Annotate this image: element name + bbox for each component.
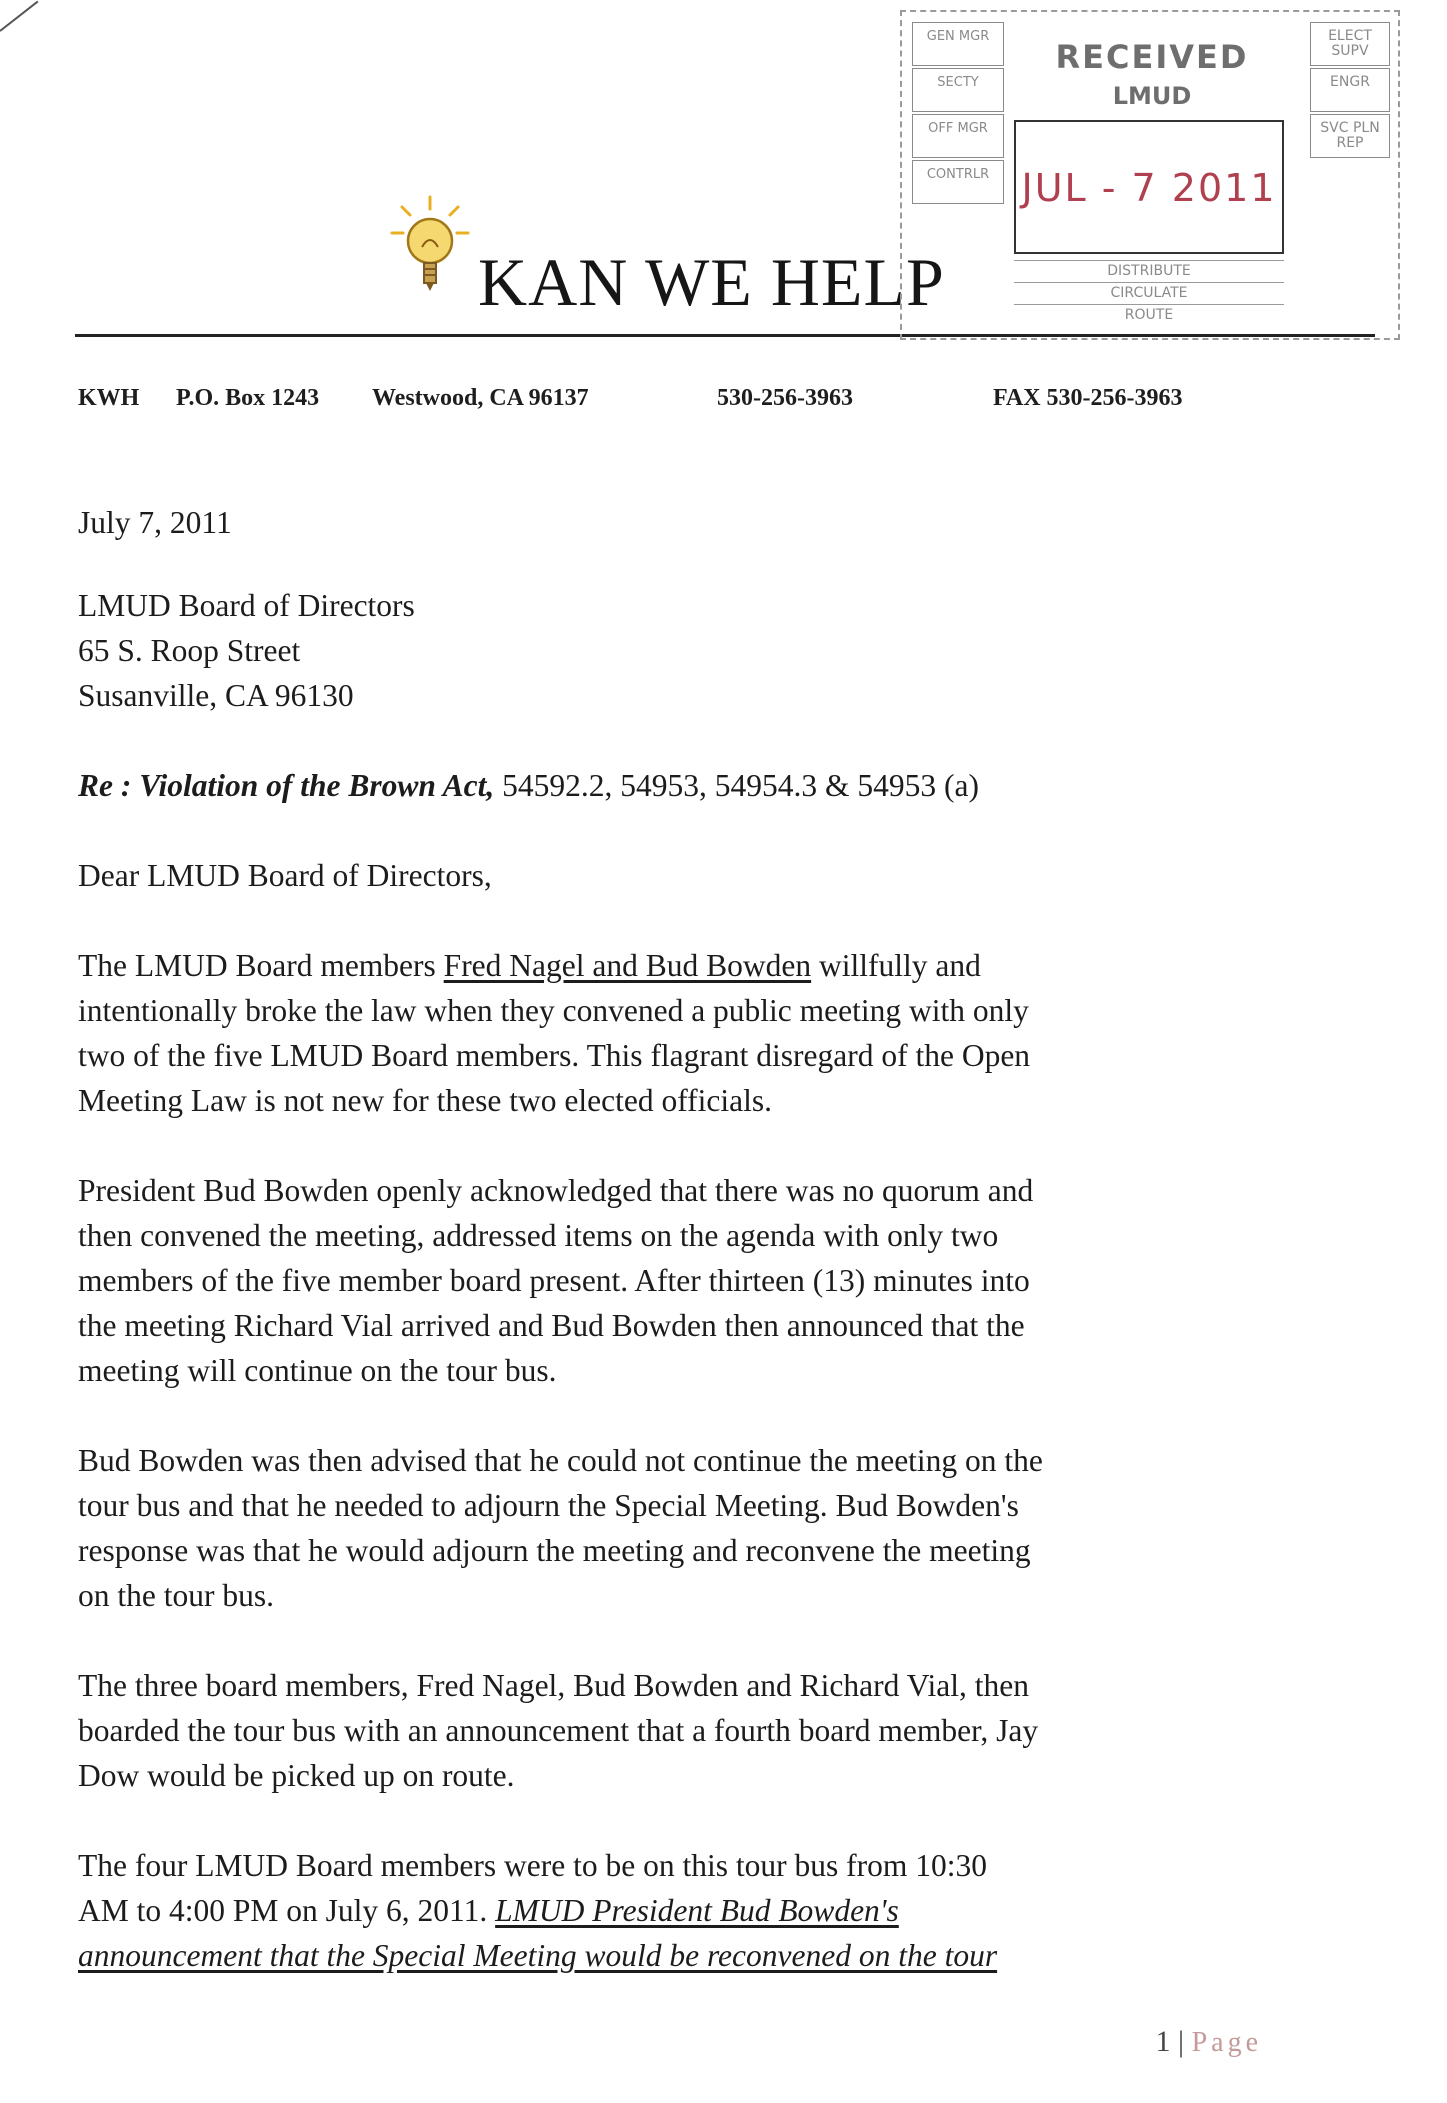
paragraph-line: Dow would be picked up on route. bbox=[78, 1758, 515, 1793]
page-word: Page bbox=[1191, 2027, 1262, 2058]
stamp-box: OFF MGR bbox=[912, 114, 1004, 158]
paragraph-2 bbox=[78, 1168, 1033, 1393]
stamp-date: JUL - 7 2011 bbox=[1021, 166, 1277, 210]
stamp-box: SECTY bbox=[912, 68, 1004, 112]
subject-line bbox=[78, 763, 979, 808]
stamp-right-column bbox=[1310, 22, 1390, 160]
paragraph-line: the meeting Richard Vial arrived and Bud Bowden then announced that the bbox=[78, 1308, 1025, 1343]
stamp-title: RECEIVED bbox=[1055, 38, 1249, 76]
stamp-box: ELECT SUPV bbox=[1310, 22, 1390, 66]
fax-number: FAX 530-256-3963 bbox=[993, 385, 1183, 411]
paragraph-line: Bud Bowden was then advised that he could not continue the meeting on the bbox=[78, 1443, 1043, 1478]
stamp-footer-item: ROUTE bbox=[1014, 304, 1284, 325]
emphasized-text: LMUD President Bud Bowden's bbox=[495, 1893, 899, 1928]
paragraph-line bbox=[78, 1933, 997, 1978]
subject-codes: 54592.2, 54953, 54954.3 & 54953 (a) bbox=[494, 768, 979, 803]
underlined-names: Fred Nagel and Bud Bowden bbox=[443, 948, 812, 983]
paragraph-line: President Bud Bowden openly acknowledged that there was no quorum and bbox=[78, 1173, 1034, 1208]
paragraph-5 bbox=[78, 1843, 997, 1978]
page-footer bbox=[1156, 2025, 1262, 2059]
org-name: KAN WE HELP bbox=[478, 244, 945, 320]
paragraph-line: The four LMUD Board members were to be on this tour bus from 10:30 bbox=[78, 1848, 987, 1883]
page-separator: | bbox=[1170, 2025, 1192, 2058]
po-box: P.O. Box 1243 bbox=[176, 385, 320, 411]
paragraph-line: meeting will continue on the tour bus. bbox=[78, 1353, 557, 1388]
recipient-address bbox=[78, 583, 415, 718]
stamp-box: CONTRLR bbox=[912, 160, 1004, 204]
text-span: willfully and bbox=[811, 948, 981, 983]
stamp-left-column bbox=[912, 22, 1004, 206]
text-span: The LMUD Board members bbox=[78, 948, 444, 983]
received-stamp bbox=[900, 10, 1400, 340]
paragraph-line: then convened the meeting, addressed items on the agenda with only two bbox=[78, 1218, 999, 1253]
stamp-box: ENGR bbox=[1310, 68, 1390, 112]
stamp-date-box bbox=[1014, 120, 1284, 254]
stamp-org: LMUD bbox=[1112, 82, 1192, 110]
paragraph-line bbox=[78, 1888, 997, 1933]
scan-mark bbox=[0, 1, 38, 32]
recipient-street: 65 S. Roop Street bbox=[78, 633, 301, 668]
stamp-box: GEN MGR bbox=[912, 22, 1004, 66]
paragraph-line: on the tour bus. bbox=[78, 1578, 274, 1613]
emphasized-text: announcement that the Special Meeting would be reconvened on the tour bbox=[78, 1938, 998, 1973]
paragraph-line: boarded the tour bus with an announcement that a fourth board member, Jay bbox=[78, 1713, 1039, 1748]
stamp-footer-item: CIRCULATE bbox=[1014, 282, 1284, 303]
recipient-name: LMUD Board of Directors bbox=[78, 588, 415, 623]
paragraph-line: The three board members, Fred Nagel, Bud Bowden and Richard Vial, then bbox=[78, 1668, 1030, 1703]
paragraph-line: intentionally broke the law when they convened a public meeting with only bbox=[78, 993, 1029, 1028]
recipient-city: Susanville, CA 96130 bbox=[78, 678, 354, 713]
lightbulb-icon bbox=[390, 195, 470, 305]
letter-date: July 7, 2011 bbox=[78, 505, 232, 540]
paragraph-line: members of the five member board present. After thirteen (13) minutes into bbox=[78, 1263, 1030, 1298]
city-state-zip: Westwood, CA 96137 bbox=[372, 385, 589, 411]
paragraph-line: tour bus and that he needed to adjourn the Special Meeting. Bud Bowden's bbox=[78, 1488, 1019, 1523]
phone-number: 530-256-3963 bbox=[717, 385, 853, 411]
paragraph-line bbox=[78, 943, 1030, 988]
stamp-footer-item: DISTRIBUTE bbox=[1014, 260, 1284, 281]
salutation: Dear LMUD Board of Directors, bbox=[78, 858, 492, 893]
stamp-box: SVC PLN REP bbox=[1310, 114, 1390, 158]
paragraph-line: two of the five LMUD Board members. This flagrant disregard of the Open bbox=[78, 1038, 1031, 1073]
paragraph-3 bbox=[78, 1438, 1043, 1618]
paragraph-4 bbox=[78, 1663, 1038, 1798]
org-abbrev: KWH bbox=[78, 385, 140, 411]
paragraph-1 bbox=[78, 943, 1030, 1123]
subject-label: Re : Violation of the Brown Act, bbox=[78, 768, 495, 803]
paragraph-line: response was that he would adjourn the meeting and reconvene the meeting bbox=[78, 1533, 1031, 1568]
page-number: 1 bbox=[1155, 2025, 1171, 2058]
paragraph-line: Meeting Law is not new for these two elected officials. bbox=[78, 1083, 772, 1118]
text-span: AM to 4:00 PM on July 6, 2011. bbox=[78, 1893, 496, 1928]
